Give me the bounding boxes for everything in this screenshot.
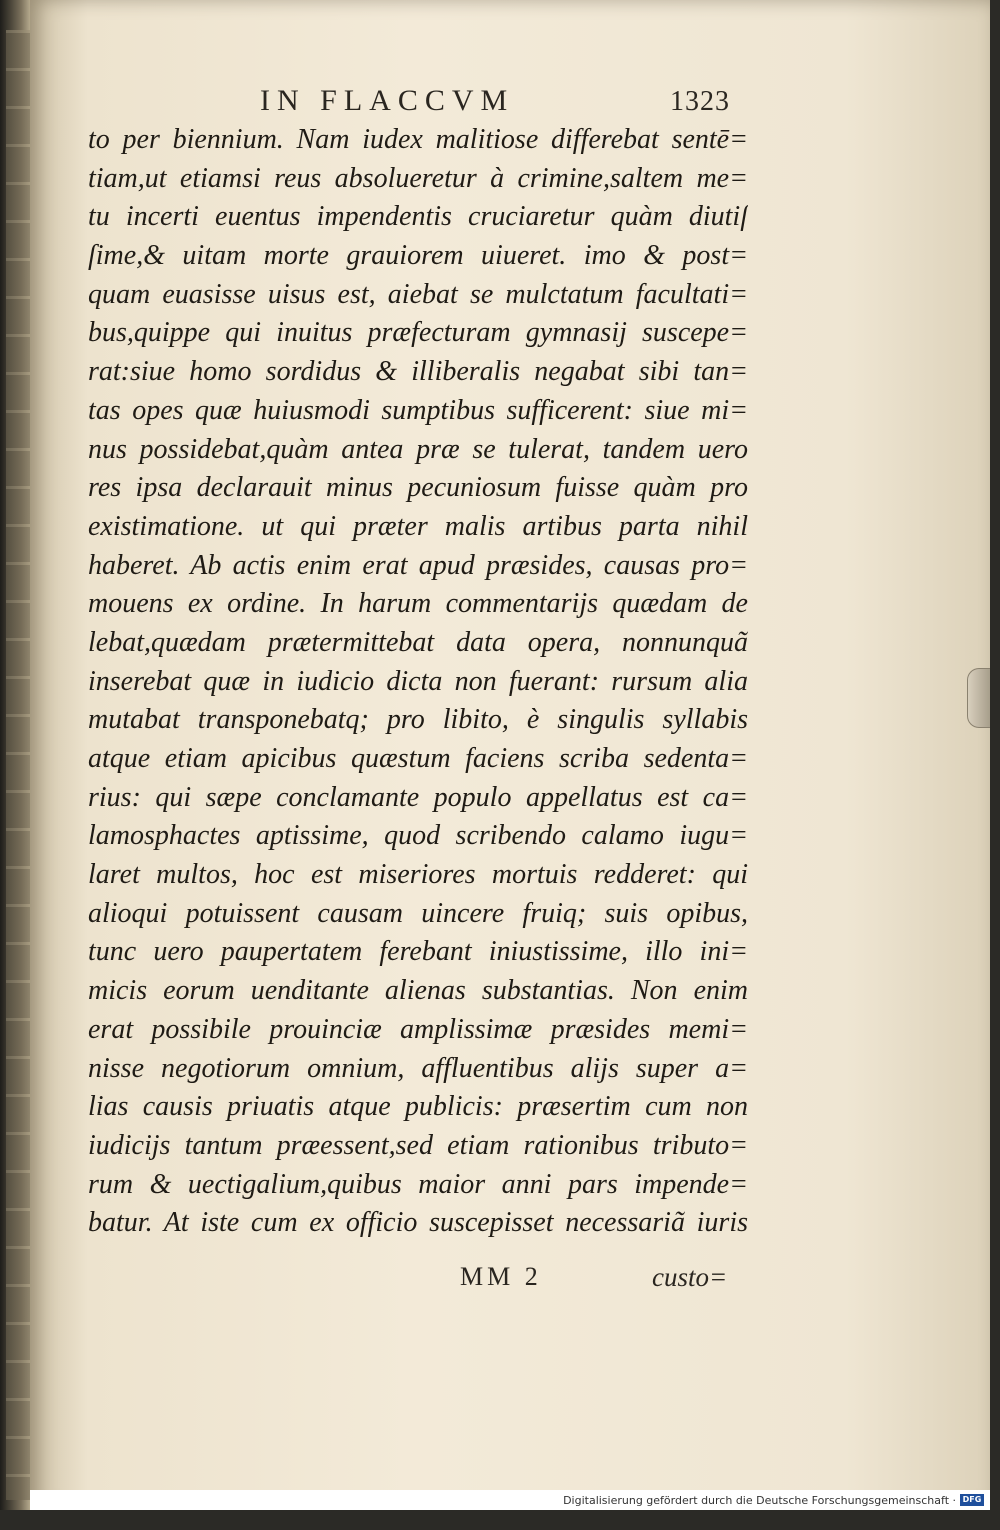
text-line: batur. At iste cum ex officio suscepisset necessariã iuris bbox=[88, 1207, 748, 1239]
body-text bbox=[88, 121, 748, 1243]
signature-mark: MM 2 bbox=[460, 1262, 542, 1291]
page-number: 1323 bbox=[670, 86, 730, 117]
page-gutter bbox=[6, 30, 30, 1500]
text-line: rius: qui sæpe conclamante populo appellatus est ca= bbox=[88, 781, 748, 813]
dfg-logo: DFG bbox=[960, 1494, 984, 1506]
text-line: tu incerti euentus impendentis cruciaretur quàm diutiſ bbox=[88, 201, 748, 233]
text-line: atque etiam apicibus quæstum faciens scriba sedenta= bbox=[88, 743, 748, 774]
page-clip bbox=[967, 668, 990, 728]
text-line: nisse negotiorum omnium, affluentibus alijs super a= bbox=[88, 1052, 748, 1084]
running-title: IN FLACCVM bbox=[260, 84, 515, 117]
text-line: inserebat quæ in iudicio dicta non fuerant: rursum alia bbox=[88, 665, 748, 697]
text-line: mutabat transponebatq; pro libito, è singulis syllabis bbox=[88, 704, 748, 736]
text-line: lamosphactes aptissime, quod scribendo calamo iugu= bbox=[88, 820, 748, 852]
text-line: alioqui potuissent causam uincere fruiq; suis opibus, bbox=[88, 897, 748, 929]
text-line: iudicijs tantum præessent,sed etiam rationibus tributo= bbox=[88, 1129, 748, 1161]
text-line: erat possibile prouinciæ amplissimæ præsides memi= bbox=[88, 1013, 748, 1045]
credit-bar bbox=[30, 1490, 990, 1510]
digitization-credit: Digitalisierung gefördert durch die Deutsche Forschungsgemeinschaft · bbox=[563, 1494, 956, 1507]
text-line: existimatione. ut qui præter malis artibus parta nihil bbox=[88, 510, 748, 542]
text-line: rat:siue homo sordidus & illiberalis negabat sibi tan= bbox=[88, 356, 748, 388]
catchword: custo= bbox=[652, 1262, 728, 1292]
text-line: ſime,& uitam morte grauiorem uiueret. imo & post= bbox=[88, 240, 748, 272]
book-page bbox=[30, 0, 990, 1510]
text-line: tas opes quæ huiusmodi sumptibus sufficerent: siue mi= bbox=[88, 394, 748, 426]
text-line: nus possidebat,quàm antea præ se tulerat, tandem uero bbox=[88, 433, 748, 465]
text-line: res ipsa declarauit minus pecuniosum fuisse quàm pro bbox=[88, 472, 748, 504]
text-line: haberet. Ab actis enim erat apud præsides, causas pro= bbox=[88, 549, 748, 581]
text-line: lias causis priuatis atque publicis: præsertim cum non bbox=[88, 1091, 748, 1123]
text-line: laret multos, hoc est miseriores mortuis redderet: qui bbox=[88, 859, 748, 891]
text-line: mouens ex ordine. In harum commentarijs quædam de bbox=[88, 588, 748, 620]
text-line: lebat,quædam prætermittebat data opera, nonnunquã bbox=[88, 626, 748, 658]
text-line: micis eorum uenditante alienas substantias. Non enim bbox=[88, 975, 748, 1007]
text-line: to per biennium. Nam iudex malitiose differebat sentē= bbox=[88, 124, 748, 155]
text-line: quam euasisse uisus est, aiebat se mulctatum facultati= bbox=[88, 278, 748, 310]
text-line: tiam,ut etiamsi reus absolueretur à crimine,saltem me= bbox=[88, 162, 748, 194]
text-line: rum & uectigalium,quibus maior anni pars impende= bbox=[88, 1168, 748, 1200]
text-line: bus,quippe qui inuitus præfecturam gymnasij suscepe= bbox=[88, 317, 748, 349]
text-line: tunc uero paupertatem ferebant iniustissime, illo ini= bbox=[88, 936, 748, 968]
